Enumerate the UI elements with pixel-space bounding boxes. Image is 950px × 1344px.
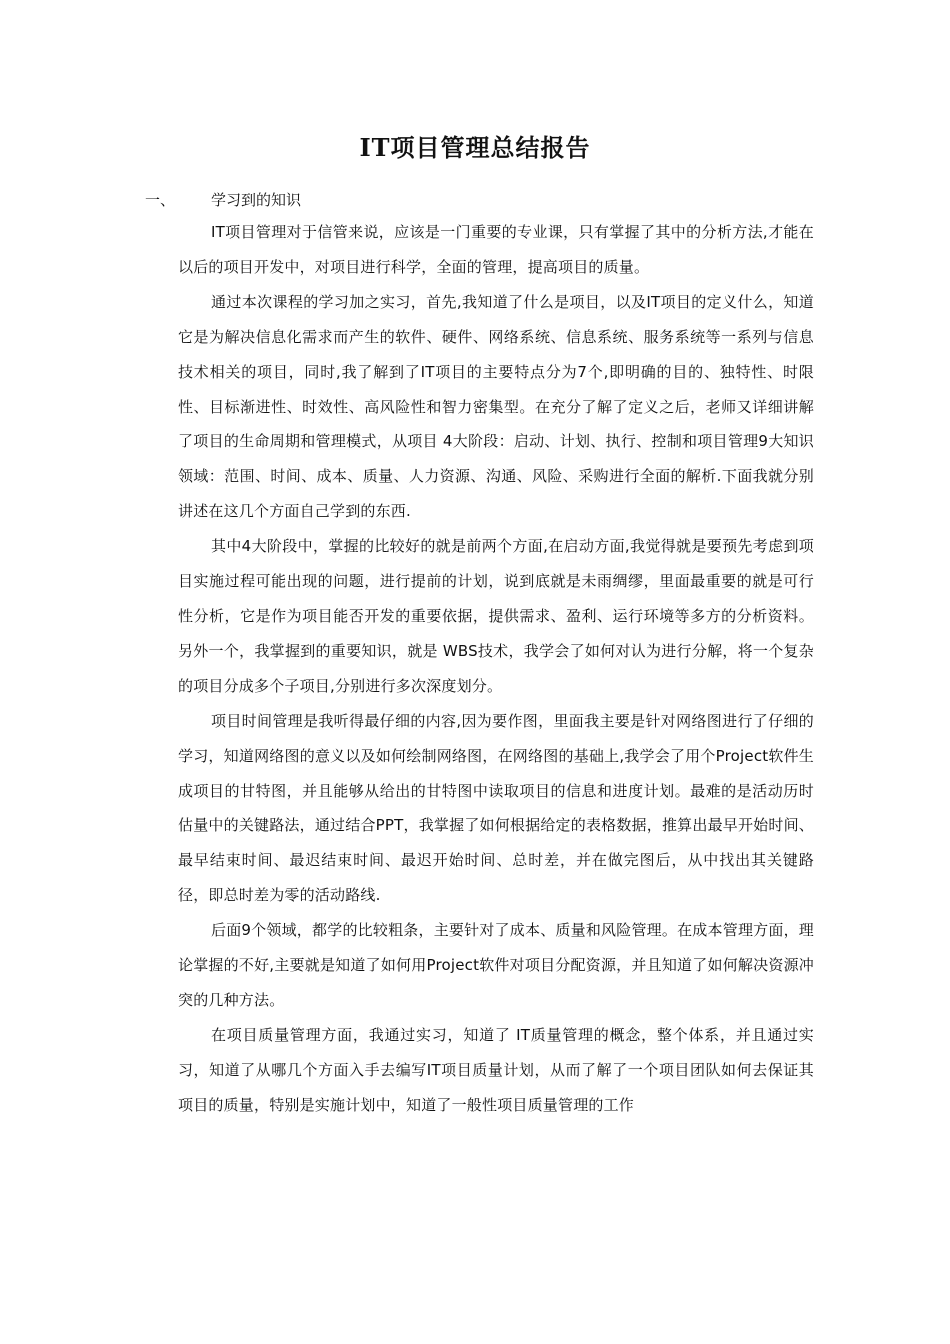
paragraph: 通过本次课程的学习加之实习，首先,我知道了什么是项目，以及IT项目的定义什么，知道它是为解决信息化需求而产生的软件、硬件、网络系统、信息系统、服务系统等一系列与信息技术相关的项目，同时,我了解到了IT项目的主要特点分为7个,即明确的目的、独特性、时限性、目标渐进性、时效性、高风险性和智力密集型。在充分了解了定义之后，老师又详细讲解了项目的生命周期和管理模式，从项目 4大阶段：启动、计划、执行、控制和项目管理9大知识领域：范围、时间、成本、质量、人力资源、沟通、风险、采购进行全面的解析.下面我就分别讲述在这几个方面自己学到的东西. [178, 292, 814, 521]
paragraph: 在项目质量管理方面，我通过实习，知道了 IT质量管理的概念，整个体系，并且通过实习，知道了从哪几个方面入手去编写IT项目质量计划，从而了解了一个项目团队如何去保证其项目的质量，特别是实施计划中，知道了一般性项目质量管理的工作 [178, 1025, 814, 1114]
document-title: IT项目管理总结报告 [359, 133, 591, 162]
section-title: 学习到的知识 [211, 191, 302, 209]
section-heading [145, 188, 301, 212]
paragraph: IT项目管理对于信管来说，应该是一门重要的专业课，只有掌握了其中的分析方法,才能在以后的项目开发中，对项目进行科学，全面的管理，提高项目的质量。 [178, 223, 814, 276]
section-number: 一、 [145, 191, 176, 209]
document-body [178, 215, 814, 1123]
paragraph: 其中4大阶段中，掌握的比较好的就是前两个方面,在启动方面,我觉得就是要预先考虑到项目实施过程可能出现的问题，进行提前的计划，说到底就是未雨绸缪，里面最重要的就是可行性分析，它是作为项目能否开发的重要依据，提供需求、盈利、运行环境等多方的分析资料。另外一个，我掌握到的重要知识，就是 WBS技术，我学会了如何对认为进行分解，将一个复杂的项目分成多个子项目,分别进行多次深度划分。 [178, 537, 814, 695]
paragraph: 项目时间管理是我听得最仔细的内容,因为要作图，里面我主要是针对网络图进行了仔细的学习，知道网络图的意义以及如何绘制网络图，在网络图的基础上,我学会了用个Project软件生成项目的甘特图，并且能够从给出的甘特图中读取项目的信息和进度计划。最难的是活动历时估量中的关键路法，通过结合PPT，我掌握了如何根据给定的表格数据，推算出最早开始时间、最早结束时间、最迟结束时间、最迟开始时间、总时差，并在做完图后，从中找出其关键路径，即总时差为零的活动路线. [178, 711, 814, 905]
paragraph: 后面9个领域，都学的比较粗条，主要针对了成本、质量和风险管理。在成本管理方面，理论掌握的不好,主要就是知道了如何用Project软件对项目分配资源，并且知道了如何解决资源冲突的几种方法。 [178, 921, 814, 1009]
